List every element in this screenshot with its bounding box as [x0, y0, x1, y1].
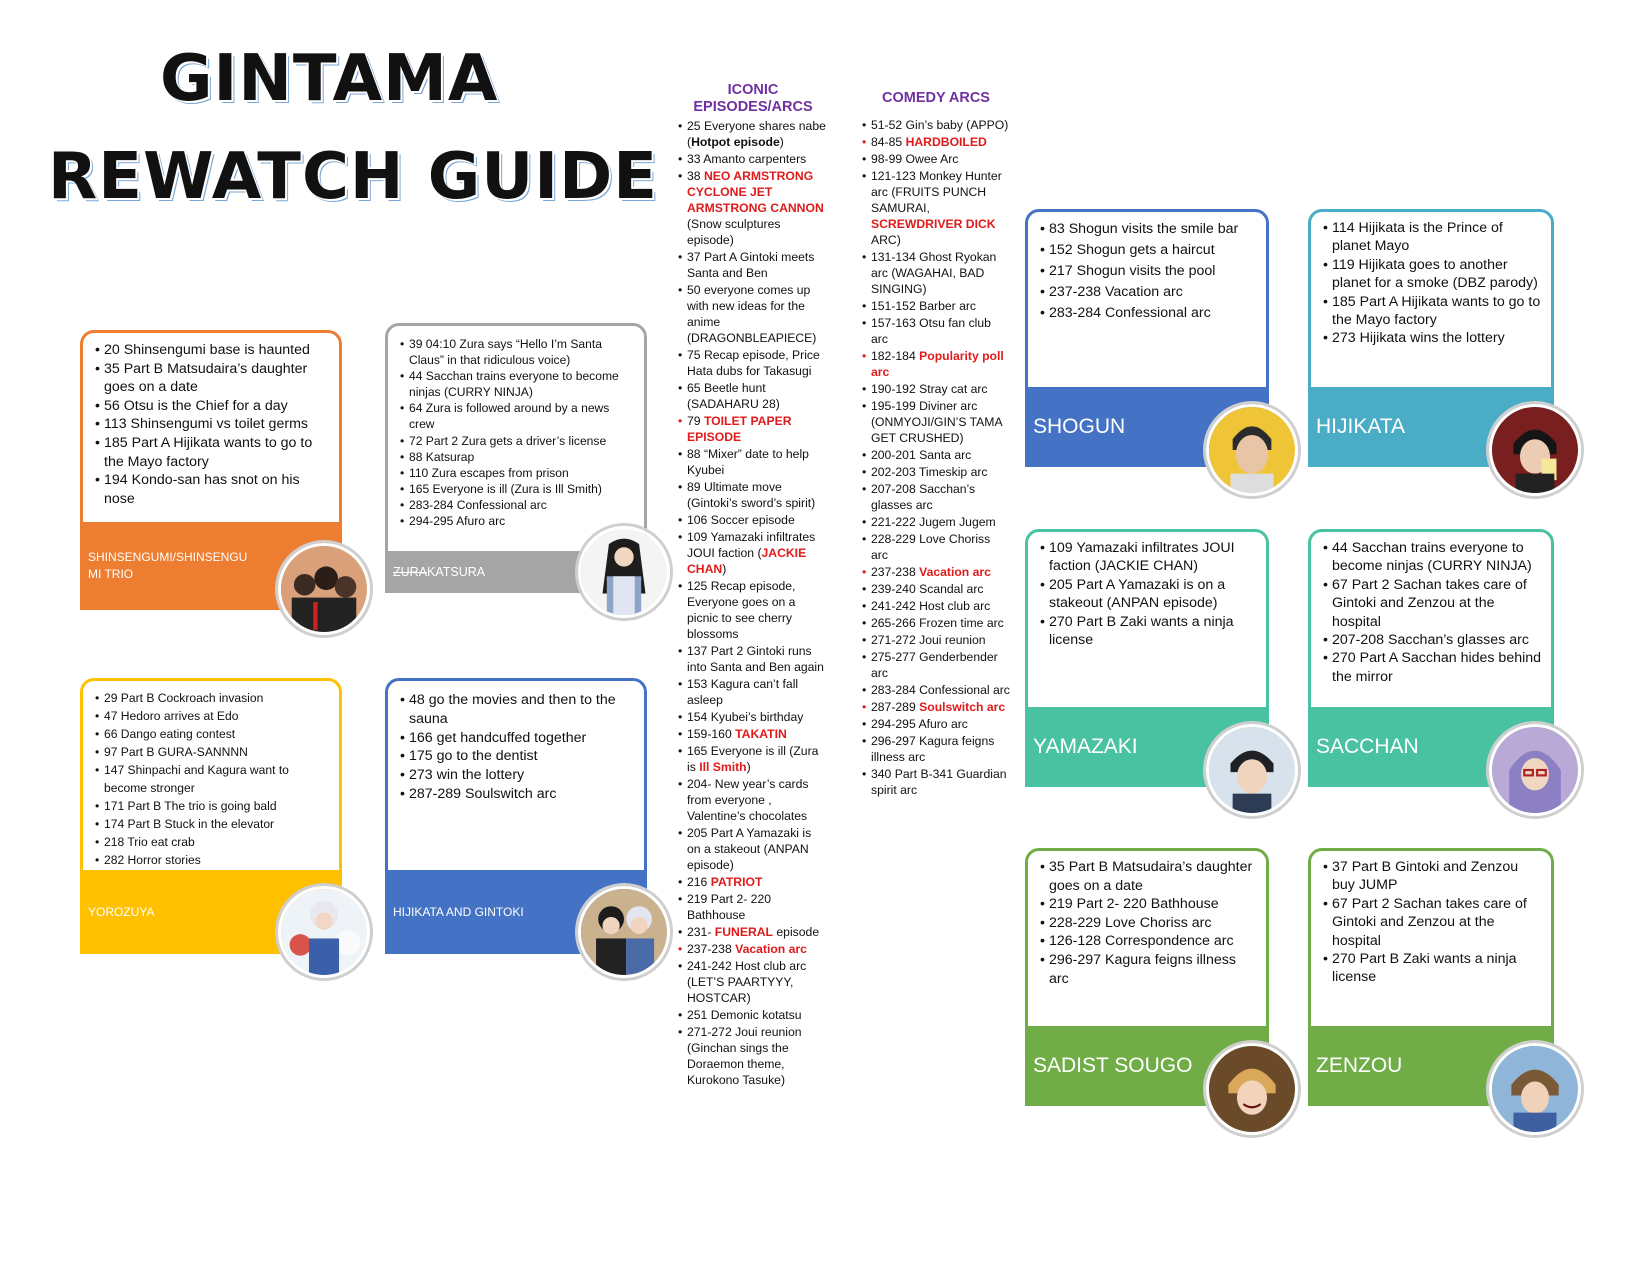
- item-highlight: TOILET PAPER EPISODE: [687, 414, 792, 444]
- list-item: [862, 581, 1010, 597]
- item-text: 296-297 Kagura feigns illness arc: [871, 734, 995, 764]
- list-item: [862, 682, 1010, 698]
- item-text: 106 Soccer episode: [687, 513, 795, 527]
- list-item: • 217 Shogun visits the pool: [1040, 261, 1258, 282]
- list-item: [678, 168, 828, 248]
- list-item: [862, 151, 1010, 167]
- list-item: [678, 347, 828, 379]
- item-highlight: Vacation arc: [735, 942, 807, 956]
- item-text: 294-295 Afuro arc: [871, 717, 968, 731]
- zenzou-label: ZENZOU: [1316, 1054, 1403, 1077]
- item-highlight: HARDBOILED: [905, 135, 987, 149]
- item-text: 239-240 Scandal arc: [871, 582, 984, 596]
- iconic-column: [678, 82, 828, 1089]
- item-text-tail: ARC): [871, 233, 901, 247]
- yamazaki-avatar: [1206, 724, 1298, 816]
- list-item: [678, 874, 828, 890]
- card-yorozuya: [80, 678, 342, 954]
- list-item: [862, 733, 1010, 765]
- list-item: • 44 Sacchan trains everyone to become ninjas (CURRY NINJA): [400, 368, 636, 400]
- list-item: [678, 1024, 828, 1088]
- list-item: • 113 Shinsengumi vs toilet germs: [95, 415, 331, 434]
- list-item: • 44 Sacchan trains everyone to become ninjas (CURRY NINJA): [1323, 539, 1543, 576]
- list-item: [862, 298, 1010, 314]
- list-item: [678, 825, 828, 873]
- list-item: [678, 941, 828, 957]
- item-text: 228-229 Love Choriss arc: [871, 532, 991, 562]
- item-highlight: Hotpot episode: [691, 135, 780, 149]
- item-text: 216: [687, 875, 711, 889]
- item-text: 204- New year’s cards from everyone , Valentine’s chocolates: [687, 777, 809, 823]
- card-sougo: [1025, 848, 1269, 1106]
- item-highlight: PATRIOT: [710, 875, 763, 889]
- item-text: 159-160: [687, 727, 736, 741]
- title-line-1: GINTAMA: [160, 42, 499, 116]
- item-text: 195-199 Diviner arc (ONMYOJI/GIN’S TAMA GET CRUSHED): [871, 399, 1002, 445]
- list-item: • 283-284 Confessional arc: [400, 497, 636, 513]
- hijikata-avatar: [1489, 404, 1581, 496]
- comedy-list: [862, 117, 1010, 798]
- item-highlight: FUNERAL: [714, 925, 774, 939]
- item-text: 241-242 Host club arc: [871, 599, 991, 613]
- list-item: [862, 464, 1010, 480]
- hijigin-list: [400, 691, 636, 804]
- title-line-2: REWATCH GUIDE: [48, 140, 658, 214]
- list-item: • 185 Part A Hijikata wants to go to the Mayo factory: [95, 434, 331, 471]
- list-item: • 114 Hijikata is the Prince of planet Mayo: [1323, 219, 1543, 256]
- list-item: [678, 958, 828, 1006]
- comedy-column: [862, 90, 1010, 799]
- list-item: • 48 go the movies and then to the sauna: [400, 691, 636, 729]
- list-item: [678, 479, 828, 511]
- item-text: 65 Beetle hunt (SADAHARU 28): [687, 381, 780, 411]
- item-text: 271-272 Joui reunion: [871, 633, 986, 647]
- item-text: 50 everyone comes up with new ideas for the anime (DRAGONBLEAPIECE): [687, 283, 817, 345]
- item-text: 221-222 Jugem Jugem: [871, 515, 996, 529]
- item-text: 51-52 Gin’s baby (APPO): [871, 118, 1009, 132]
- list-item: [862, 134, 1010, 150]
- item-text: 340 Part B-341 Guardian spirit arc: [871, 767, 1007, 797]
- list-item: [678, 578, 828, 642]
- zura-avatar: [578, 526, 670, 618]
- list-item: [678, 282, 828, 346]
- list-item: • 126-128 Correspondence arc: [1040, 932, 1258, 951]
- item-text: 219 Part 2- 220 Bathhouse: [687, 892, 772, 922]
- list-item: • 64 Zura is followed around by a news crew: [400, 400, 636, 432]
- item-highlight: JACKIE CHAN: [687, 546, 807, 576]
- list-item: • 83 Shogun visits the smile bar: [1040, 219, 1258, 240]
- list-item: [678, 413, 828, 445]
- item-text: 153 Kagura can’t fall asleep: [687, 677, 799, 707]
- card-zenzou: [1308, 848, 1554, 1106]
- sacchan-avatar: [1489, 724, 1581, 816]
- list-item: [862, 632, 1010, 648]
- list-item: [678, 151, 828, 167]
- list-item: • 270 Part A Sacchan hides behind the mirror: [1323, 649, 1543, 686]
- item-text: 165 Everyone is ill (Zura is: [687, 744, 819, 774]
- list-item: • 147 Shinpachi and Kagura want to become stronger: [95, 761, 331, 797]
- list-item: [862, 531, 1010, 563]
- card-zura: [385, 323, 647, 593]
- list-item: • 237-238 Vacation arc: [1040, 282, 1258, 303]
- card-shogun: [1025, 209, 1269, 467]
- hijikata-list: [1323, 219, 1543, 348]
- list-item: • 228-229 Love Choriss arc: [1040, 914, 1258, 933]
- list-item: • 270 Part B Zaki wants a ninja license: [1040, 613, 1258, 650]
- list-item: [678, 776, 828, 824]
- list-item: • 67 Part 2 Sachan takes care of Gintoki and Zenzou at the hospital: [1323, 895, 1543, 950]
- item-text: 137 Part 2 Gintoki runs into Santa and Ben again: [687, 644, 824, 674]
- item-text: 89 Ultimate move (Gintoki’s sword’s spirit): [687, 480, 816, 510]
- list-item: • 205 Part A Yamazaki is on a stakeout (ANPAN episode): [1040, 576, 1258, 613]
- sougo-list: [1040, 858, 1258, 988]
- shogun-avatar: [1206, 404, 1298, 496]
- list-item: [862, 649, 1010, 681]
- item-highlight: SCREWDRIVER DICK: [871, 217, 996, 231]
- list-item: [862, 514, 1010, 530]
- list-item: [862, 315, 1010, 347]
- list-item: • 67 Part 2 Sachan takes care of Gintoki and Zenzou at the hospital: [1323, 576, 1543, 631]
- item-text: 33 Amanto carpenters: [687, 152, 807, 166]
- list-item: • 97 Part B GURA-SANNNN: [95, 743, 331, 761]
- item-highlight: Ill Smith: [699, 760, 747, 774]
- item-text: 200-201 Santa arc: [871, 448, 972, 462]
- list-item: • 207-208 Sacchan’s glasses arc: [1323, 631, 1543, 649]
- card-hijikata: [1308, 209, 1554, 467]
- list-item: • 194 Kondo-san has snot on his nose: [95, 471, 331, 508]
- list-item: • 283-284 Confessional arc: [1040, 303, 1258, 324]
- list-item: • 37 Part B Gintoki and Zenzou buy JUMP: [1323, 858, 1543, 895]
- item-text: 207-208 Sacchan’s glasses arc: [871, 482, 976, 512]
- item-text: 75 Recap episode, Price Hata dubs for Takasugi: [687, 348, 820, 378]
- list-item: [862, 564, 1010, 580]
- iconic-list: [678, 118, 828, 1088]
- list-item: • 29 Part B Cockroach invasion: [95, 689, 331, 707]
- sougo-label: SADIST SOUGO: [1033, 1054, 1193, 1077]
- comedy-heading: COMEDY ARCS: [882, 90, 990, 106]
- item-text: 251 Demonic kotatsu: [687, 1008, 802, 1022]
- item-text: 88 “Mixer” date to help Kyubei: [687, 447, 809, 477]
- item-text-tail: ): [746, 760, 751, 774]
- card-hijigin: [385, 678, 647, 954]
- list-item: [678, 676, 828, 708]
- item-text: 182-184: [871, 349, 920, 363]
- hijigin-avatar: [578, 886, 670, 978]
- item-text: 121-123 Monkey Hunter arc (FRUITS PUNCH SAMURAI,: [871, 169, 1002, 215]
- item-text-tail: episode: [773, 925, 820, 939]
- item-text: 157-163 Otsu fan club arc: [871, 316, 991, 346]
- list-item: • 185 Part A Hijikata wants to go to the Mayo factory: [1323, 293, 1543, 330]
- list-item: • 273 win the lottery: [400, 766, 636, 785]
- item-highlight: NEO ARMSTRONG CYCLONE JET ARMSTRONG CANNON: [687, 169, 824, 215]
- list-item: • 171 Part B The trio is going bald: [95, 797, 331, 815]
- list-item: [862, 249, 1010, 297]
- list-item: • 165 Everyone is ill (Zura is Ill Smith): [400, 481, 636, 497]
- card-shinsengumi: [80, 330, 342, 610]
- list-item: • 174 Part B Stuck in the elevator: [95, 815, 331, 833]
- item-text: 154 Kyubei’s birthday: [687, 710, 804, 724]
- list-item: [678, 726, 828, 742]
- item-text: 205 Part A Yamazaki is on a stakeout (ANPAN episode): [687, 826, 812, 872]
- yamazaki-label: YAMAZAKI: [1033, 735, 1138, 758]
- item-text: 131-134 Ghost Ryokan arc (WAGAHAI, BAD SINGING): [871, 250, 997, 296]
- list-item: [678, 743, 828, 775]
- item-text: 202-203 Timeskip arc: [871, 465, 988, 479]
- list-item: [862, 716, 1010, 732]
- hijikata-label: HIJIKATA: [1316, 415, 1406, 438]
- item-text: 237-238: [687, 942, 736, 956]
- zenzou-avatar: [1489, 1043, 1581, 1135]
- shogun-list: [1040, 219, 1258, 324]
- item-text: 237-238: [871, 565, 920, 579]
- item-text: 79: [687, 414, 704, 428]
- list-item: [678, 643, 828, 675]
- yorozuya-label: YOROZUYA: [88, 905, 155, 919]
- iconic-heading: ICONIC EPISODES/ARCS: [693, 82, 813, 115]
- item-text: 265-266 Frozen time arc: [871, 616, 1004, 630]
- card-yamazaki: [1025, 529, 1269, 787]
- item-text: 283-284 Confessional arc: [871, 683, 1010, 697]
- list-item: • 219 Part 2- 220 Bathhouse: [1040, 895, 1258, 914]
- item-highlight: Popularity poll arc: [871, 349, 1004, 379]
- list-item: • 35 Part B Matsudaira’s daughter goes on a date: [1040, 858, 1258, 895]
- list-item: [862, 381, 1010, 397]
- list-item: [678, 924, 828, 940]
- list-item: • 218 Trio eat crab: [95, 833, 331, 851]
- list-item: [862, 117, 1010, 133]
- list-item: [862, 447, 1010, 463]
- list-item: [862, 168, 1010, 248]
- list-item: [678, 249, 828, 281]
- shinsengumi-list: [95, 341, 331, 508]
- zura-list: [400, 336, 636, 529]
- zura-label-strike: ZURA: [393, 565, 428, 579]
- list-item: • 35 Part B Matsudaira’s daughter goes on a date: [95, 360, 331, 397]
- item-text: 231-: [687, 925, 715, 939]
- item-text-tail: ): [722, 562, 727, 576]
- list-item: [862, 615, 1010, 631]
- list-item: • 294-295 Afuro arc: [400, 513, 636, 529]
- list-item: • 88 Katsurap: [400, 449, 636, 465]
- list-item: [678, 529, 828, 577]
- card-sacchan: [1308, 529, 1554, 787]
- list-item: [678, 512, 828, 528]
- item-text: 151-152 Barber arc: [871, 299, 977, 313]
- list-item: [678, 891, 828, 923]
- list-item: • 296-297 Kagura feigns illness arc: [1040, 951, 1258, 988]
- list-item: [678, 1007, 828, 1023]
- list-item: • 175 go to the dentist: [400, 747, 636, 766]
- item-text: 275-277 Genderbender arc: [871, 650, 998, 680]
- item-text: 25 Everyone shares nabe (: [687, 119, 826, 149]
- list-item: • 47 Hedoro arrives at Edo: [95, 707, 331, 725]
- list-item: [678, 118, 828, 150]
- list-item: • 119 Hijikata goes to another planet for a smoke (DBZ parody): [1323, 256, 1543, 293]
- zura-label: KATSURA: [427, 565, 486, 579]
- list-item: • 287-289 Soulswitch arc: [400, 785, 636, 804]
- list-item: [862, 348, 1010, 380]
- item-text: 37 Part A Gintoki meets Santa and Ben: [687, 250, 815, 280]
- list-item: [678, 380, 828, 412]
- sacchan-label: SACCHAN: [1316, 735, 1419, 758]
- item-text-tail: ): [779, 135, 784, 149]
- list-item: • 273 Hijikata wins the lottery: [1323, 329, 1543, 347]
- item-highlight: Vacation arc: [919, 565, 991, 579]
- list-item: • 56 Otsu is the Chief for a day: [95, 397, 331, 416]
- shinsengumi-label: SHINSENGUMI/SHINSENGU MI TRIO: [88, 550, 248, 581]
- list-item: • 110 Zura escapes from prison: [400, 465, 636, 481]
- zenzou-list: [1323, 858, 1543, 987]
- list-item: [862, 398, 1010, 446]
- hijigin-label: HIJIKATA AND GINTOKI: [393, 905, 524, 919]
- yamazaki-list: [1040, 539, 1258, 649]
- item-highlight: TAKATIN: [735, 727, 787, 741]
- item-text: 190-192 Stray cat arc: [871, 382, 988, 396]
- list-item: • 109 Yamazaki infiltrates JOUI faction (JACKIE CHAN): [1040, 539, 1258, 576]
- list-item: • 166 get handcuffed together: [400, 729, 636, 748]
- list-item: • 66 Dango eating contest: [95, 725, 331, 743]
- sacchan-list: [1323, 539, 1543, 686]
- list-item: [678, 446, 828, 478]
- item-text: 98-99 Owee Arc: [871, 152, 959, 166]
- yorozuya-avatar: [278, 886, 370, 978]
- list-item: • 39 04:10 Zura says “Hello I’m Santa Claus” in that ridiculous voice): [400, 336, 636, 368]
- item-text: 109 Yamazaki infiltrates JOUI faction (: [687, 530, 816, 560]
- shinsengumi-avatar: [278, 543, 370, 635]
- list-item: [862, 766, 1010, 798]
- list-item: • 20 Shinsengumi base is haunted: [95, 341, 331, 360]
- list-item: [862, 481, 1010, 513]
- list-item: • 152 Shogun gets a haircut: [1040, 240, 1258, 261]
- list-item: [862, 598, 1010, 614]
- list-item: [678, 709, 828, 725]
- item-text-tail: (Snow sculptures episode): [687, 217, 781, 247]
- list-item: • 270 Part B Zaki wants a ninja license: [1323, 950, 1543, 987]
- item-text: 84-85: [871, 135, 906, 149]
- item-highlight: Soulswitch arc: [919, 700, 1006, 714]
- item-text: 125 Recap episode, Everyone goes on a picnic to see cherry blossoms: [687, 579, 796, 641]
- item-text: 241-242 Host club arc (LET’S PAARTYYY, HOSTCAR): [687, 959, 807, 1005]
- item-text: 287-289: [871, 700, 920, 714]
- list-item: • 282 Horror stories: [95, 851, 331, 869]
- list-item: • 72 Part 2 Zura gets a driver’s license: [400, 433, 636, 449]
- item-text: 271-272 Joui reunion (Ginchan sings the Doraemon theme, Kurokono Tasuke): [687, 1025, 802, 1087]
- yorozuya-list: [95, 689, 331, 869]
- item-text: 38: [687, 169, 704, 183]
- shogun-label: SHOGUN: [1033, 415, 1126, 438]
- list-item: [862, 699, 1010, 715]
- sougo-avatar: [1206, 1043, 1298, 1135]
